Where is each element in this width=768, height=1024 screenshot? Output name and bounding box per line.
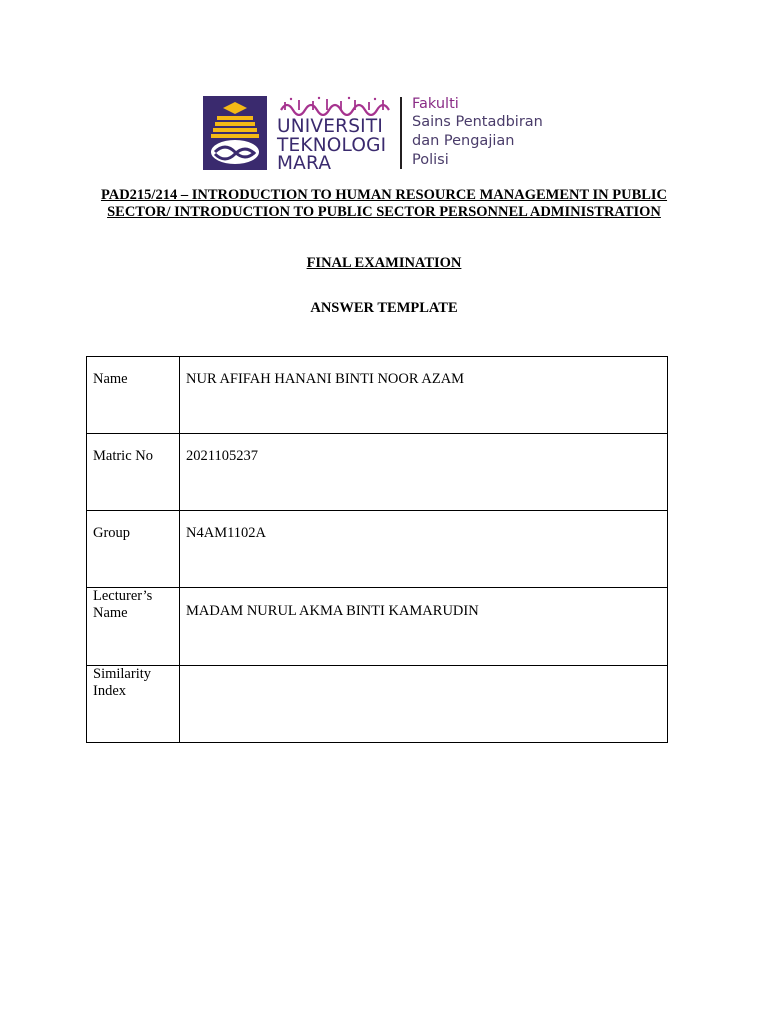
row-value: NUR AFIFAH HANANI BINTI NOOR AZAM [180,357,668,434]
faculty-name-line: Fakulti [412,96,459,112]
row-label: Group [87,511,180,588]
logo-divider [400,97,402,169]
faculty-name-line: dan Pengajian [412,133,515,149]
table-row [87,434,668,511]
table-row [87,666,668,743]
uitm-crest-icon [203,96,267,170]
row-label: Lecturer’s Name [87,588,180,666]
university-faculty-logo [203,96,563,174]
table-row [87,357,668,434]
row-label: Name [87,357,180,434]
student-info-table [86,356,668,743]
exam-title: FINAL EXAMINATION [306,255,462,271]
table-row [87,588,668,666]
row-value-text: MADAM NURUL AKMA BINTI KAMARUDIN [186,603,479,619]
university-name-line: MARA [277,153,332,174]
row-value: N4AM1102A [180,511,668,588]
template-title: ANSWER TEMPLATE [310,300,458,316]
faculty-name-line: Sains Pentadbiran [412,114,543,130]
course-title: PAD215/214 – INTRODUCTION TO HUMAN RESOURCE MANAGEMENT IN PUBLIC SECTOR/ INTRODUCTION TO PUBLIC SECTOR PERSONNEL ADMINISTRATION [100,187,668,220]
row-value [180,666,668,743]
row-value: 2021105237 [180,434,668,511]
table-row [87,511,668,588]
university-name-line: UNIVERSITI [277,116,383,137]
faculty-name-line: Polisi [412,152,449,168]
jawi-script-icon [279,96,391,116]
row-label: Matric No [87,434,180,511]
row-value [180,588,668,666]
row-label: Similarity Index [87,666,180,743]
university-name-line: TEKNOLOGI [277,135,387,156]
